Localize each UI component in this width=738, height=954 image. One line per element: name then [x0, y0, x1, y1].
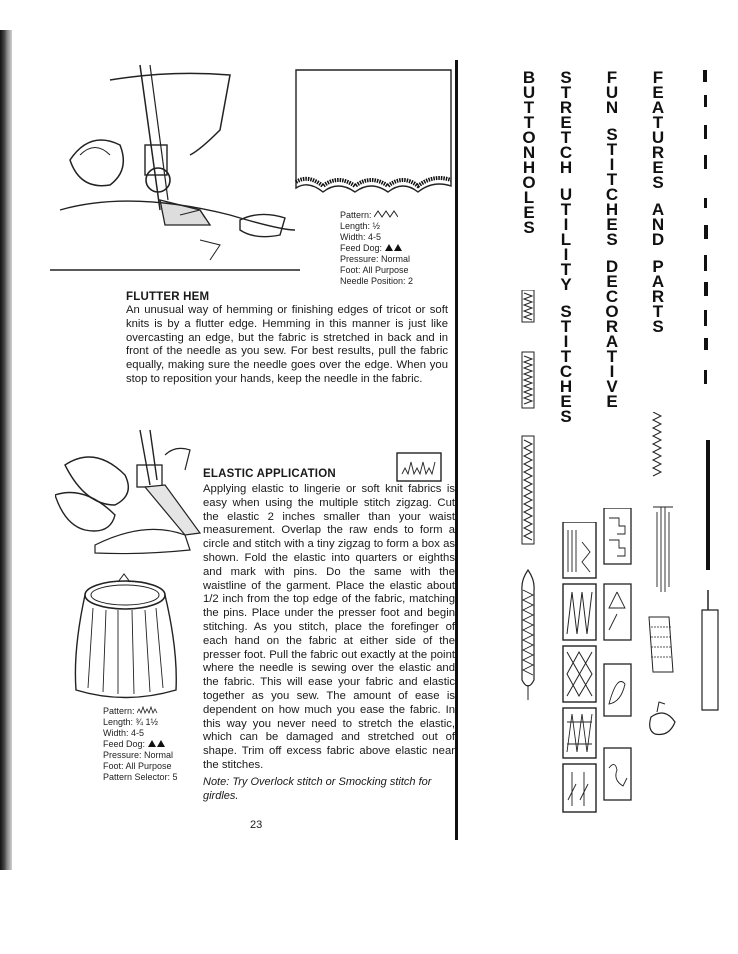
tab-letter: C [605, 185, 619, 204]
tab-letter: D [651, 230, 665, 249]
tab-letter: T [606, 140, 618, 159]
tab-letter: E [652, 83, 664, 102]
tab-buttonholes[interactable] [521, 70, 537, 235]
spec-pressure: Pressure: Normal [103, 750, 174, 760]
tab-letter: R [651, 287, 665, 306]
tab-letter: E [652, 158, 664, 177]
tab-letter: E [606, 272, 618, 291]
tab-letter: A [651, 200, 665, 219]
tab-letter: C [559, 143, 573, 162]
tab-letter: H [559, 158, 573, 177]
zigzag-pattern-icon [374, 210, 398, 218]
tab-letter: I [563, 245, 569, 264]
buttonhole-stitch-samples [518, 290, 540, 700]
tab-letter: T [560, 128, 572, 147]
tab-letter: F [652, 68, 664, 87]
tab-letter: C [605, 287, 619, 306]
note-label: Note: [203, 775, 230, 788]
tab-letter: E [523, 203, 535, 222]
tab-letter: O [605, 302, 619, 321]
tab-letter: H [559, 377, 573, 396]
tab-word [605, 259, 618, 409]
tab-letter: T [560, 317, 572, 336]
spec-length: Length: ¾ 1½ [103, 717, 159, 727]
tab-letter: A [605, 332, 619, 351]
tab-features-and-parts[interactable] [650, 70, 666, 334]
stretch-stitch-pattern-boxes [562, 522, 598, 814]
tab-letter: N [605, 98, 619, 117]
tab-letter: H [522, 158, 536, 177]
tab-word [652, 202, 664, 247]
spec-pattern: Pattern: [340, 210, 413, 221]
tab-letter: U [559, 185, 573, 204]
tab-word [560, 70, 572, 175]
tab-letter: S [652, 317, 664, 336]
elastic-application-specs [103, 706, 178, 783]
tab-letter: N [651, 215, 665, 234]
spec-pressure: Pressure: Normal [340, 254, 411, 264]
tab-letter: T [606, 347, 618, 366]
tab-letter: S [523, 218, 535, 237]
tab-letter: R [559, 98, 573, 117]
tab-letter: T [560, 200, 572, 219]
note-text: Try Overlock stitch or Smocking stitch for girdles. [203, 775, 432, 802]
spec-feed-dog: Feed Dog: [340, 243, 413, 254]
tab-letter: T [523, 113, 535, 132]
tab-letter: O [522, 128, 536, 147]
tab-letter: B [522, 68, 536, 87]
tab-letter: A [651, 272, 665, 291]
tab-letter: U [605, 83, 619, 102]
column-divider [455, 60, 458, 840]
spec-feed-dog: Feed Dog: [103, 739, 178, 750]
tab-letter: I [609, 362, 615, 381]
tab-letter: H [605, 200, 619, 219]
tab-word [606, 127, 618, 247]
feed-dog-icon [385, 244, 403, 251]
tab-letter: O [522, 173, 536, 192]
elastic-skirt-illustration [68, 570, 183, 700]
partial-tool-illustration [698, 440, 723, 730]
tab-letter: T [523, 98, 535, 117]
tab-letter: C [559, 362, 573, 381]
page-number: 23 [250, 819, 263, 831]
flutter-hem-specs [340, 210, 413, 287]
spec-foot: Foot: All Purpose [340, 265, 409, 275]
tab-letter: P [652, 257, 664, 276]
spec-pattern-selector: Pattern Selector: 5 [103, 772, 178, 782]
next-tab-partial-strip [696, 70, 716, 400]
flutter-hem-fabric-sample [293, 68, 455, 203]
tab-letter: T [560, 83, 572, 102]
tab-letter: T [652, 113, 664, 132]
spec-pattern: Pattern: [103, 706, 178, 717]
tab-letter: Y [560, 275, 572, 294]
elastic-application-section [203, 468, 455, 803]
multi-zigzag-pattern-icon [137, 706, 159, 714]
spec-width: Width: 4-5 [103, 728, 145, 738]
tab-letter: E [560, 392, 572, 411]
tab-letter: R [651, 143, 665, 162]
tab-letter: T [652, 302, 664, 321]
tab-letter: U [651, 128, 665, 147]
tab-letter: S [606, 230, 618, 249]
flutter-hem-section [126, 291, 448, 387]
elastic-application-title: ELASTIC APPLICATION [203, 468, 336, 480]
tab-letter: S [606, 125, 618, 144]
tab-letter: E [560, 113, 572, 132]
tab-fun-stitches-decorative[interactable] [604, 70, 620, 409]
tab-letter: U [522, 83, 536, 102]
elastic-application-hands-illustration [55, 425, 205, 560]
tab-letter: T [606, 170, 618, 189]
decorative-stitch-pattern-boxes [603, 508, 633, 802]
tab-word [652, 259, 664, 334]
feed-dog-icon [148, 740, 166, 747]
tab-letter: N [522, 143, 536, 162]
tab-letter: I [563, 332, 569, 351]
elastic-application-note [203, 775, 455, 803]
tab-letter: S [560, 302, 572, 321]
tab-stretch-utility-stitches[interactable] [558, 70, 574, 424]
tab-letter: E [606, 392, 618, 411]
tab-word [606, 70, 618, 115]
spec-length: Length: ½ [340, 221, 381, 231]
tab-letter: I [609, 155, 615, 174]
tab-word [560, 304, 572, 424]
tab-letter: L [560, 230, 572, 249]
tab-word [522, 70, 535, 235]
tab-letter: R [605, 317, 619, 336]
tab-letter: E [606, 215, 618, 234]
tab-letter: I [563, 215, 569, 234]
tab-word [652, 70, 664, 190]
tab-letter: L [523, 188, 535, 207]
flutter-hem-body: An unusual way of hemming or finishing edges of tricot or soft knits is by a flutter edge. Hemming in this manner is just like overcasting an edge, but the fabric is stretched in back and in front of the needle as you sew. For best results, pull the fabric equally, making sure the needle goes over the edge. When you stop to reposition your hands, keep the needle in the fabric. [126, 304, 448, 385]
tab-letter: S [560, 68, 572, 87]
spec-foot: Foot: All Purpose [103, 761, 172, 771]
elastic-stitch-pattern-icon [396, 452, 442, 482]
spec-width: Width: 4-5 [340, 232, 382, 242]
tab-letter: A [651, 98, 665, 117]
tab-letter: F [606, 68, 618, 87]
tab-letter: V [606, 377, 618, 396]
tab-letter: T [560, 260, 572, 279]
tab-word [560, 187, 572, 292]
elastic-application-body: Applying elastic to lingerie or soft knit fabrics is easy when using the multiple stitch zigzag. Cut the elastic 2 inches smaller than your waist measurement. Overlap the raw ends to form a circle and stitch with a tiny zigzag to form a box as shown. Fold the elastic into quarters or eighths and mark with pins. Do the same with the waistline of the garment. Place the elastic about 1/2 inch from the top edge of the fabric, matching the pins. Place under the presser foot and begin stitching. As you stitch, place the forefinger of each hand on the fabric at either side of the presser foot. Pull the fabric out exactly at the point where the needle is sewing over the elastic and the fabric. This will ease your fabric and elastic together as you sew. The amount of ease is dependent on how much you ease the fabric. In this way you never need to stretch the elastic, which can be damaged and stretched out of shape. Trim off excess fabric above elastic near the stitches. [203, 483, 455, 771]
page-binding-shadow [0, 30, 12, 870]
tab-letter: T [560, 347, 572, 366]
features-illustrations [645, 412, 695, 762]
tab-letter: S [560, 407, 572, 426]
flutter-hem-machine-illustration [50, 60, 300, 285]
tab-letter: D [605, 257, 619, 276]
spec-needle-position: Needle Position: 2 [340, 276, 414, 286]
tab-letter: S [652, 173, 664, 192]
flutter-hem-title: FLUTTER HEM [126, 291, 210, 303]
